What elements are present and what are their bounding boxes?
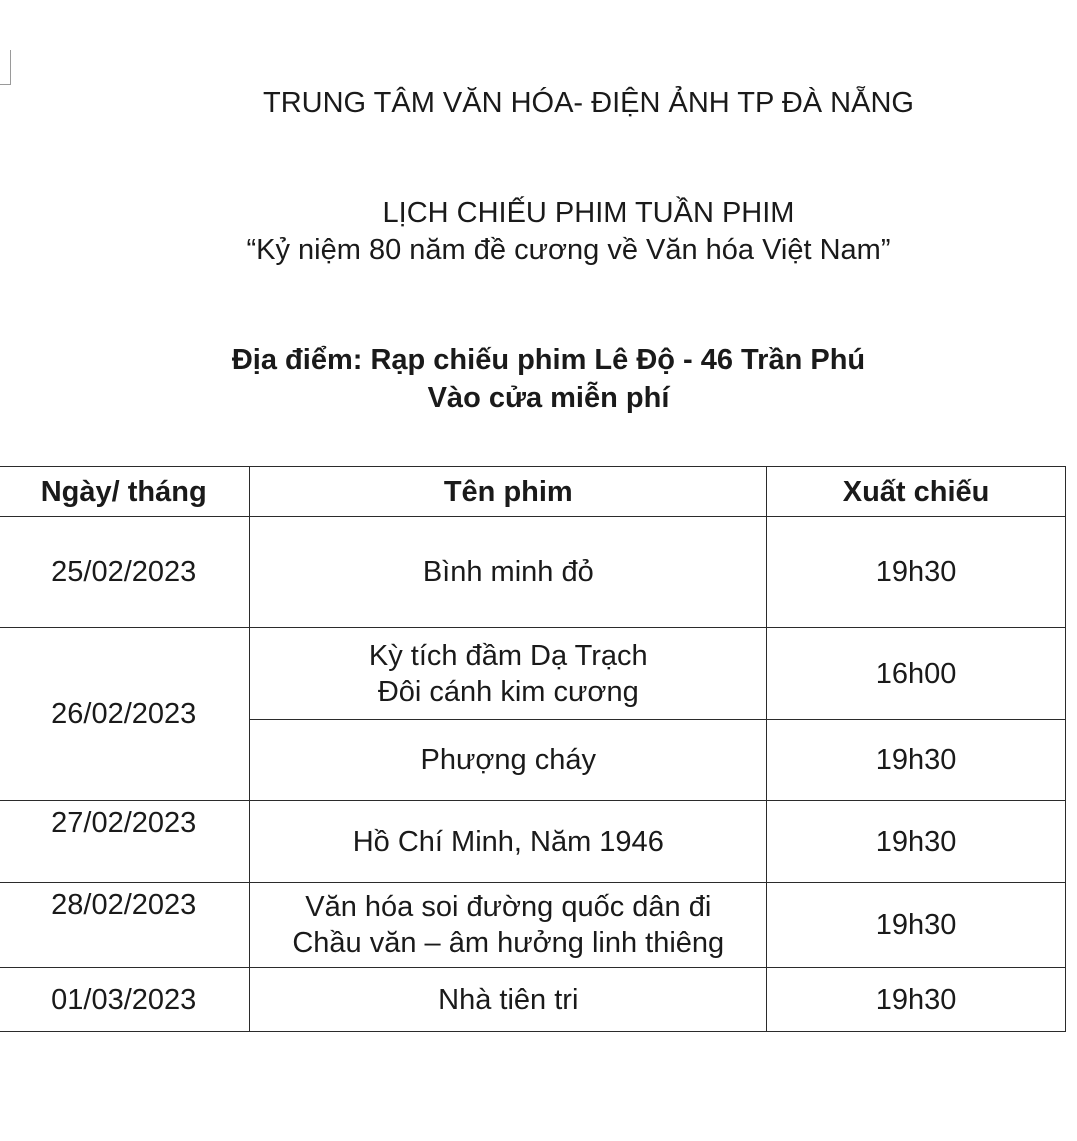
column-header-date: Ngày/ tháng (0, 467, 250, 517)
venue-line: Địa điểm: Rạp chiếu phim Lê Độ - 46 Trần Phú (231, 344, 866, 376)
film-title: Nhà tiên tri (438, 983, 579, 1016)
table-row (0, 517, 1066, 628)
film-cell (250, 883, 767, 968)
time-cell: 19h30 (767, 883, 1066, 968)
table-row (0, 883, 1066, 968)
film-title: Kỳ tích đầm Dạ Trạch (368, 639, 648, 672)
date-cell: 27/02/2023 (0, 801, 250, 883)
film-cell (250, 517, 767, 628)
film-title: Đôi cánh kim cương (377, 675, 639, 708)
film-title: Hồ Chí Minh, Năm 1946 (352, 825, 664, 858)
film-cell (250, 968, 767, 1032)
table-row (0, 801, 1066, 883)
time-cell: 19h30 (767, 720, 1066, 801)
film-title: Phượng cháy (420, 744, 597, 776)
organization-name: TRUNG TÂM VĂN HÓA- ĐIỆN ẢNH TP ĐÀ NẴNG (263, 87, 914, 119)
film-title: Bình minh đỏ (422, 556, 594, 588)
column-header-time: Xuất chiếu (767, 467, 1066, 517)
time-cell: 19h30 (767, 801, 1066, 883)
table-row (0, 968, 1066, 1032)
film-title: Chầu văn – âm hưởng linh thiêng (292, 927, 725, 959)
schedule-title: LỊCH CHIẾU PHIM TUẦN PHIM (382, 197, 795, 229)
page-corner-mark (0, 50, 11, 85)
time-cell: 16h00 (767, 628, 1066, 720)
date-cell: 28/02/2023 (0, 883, 250, 968)
table-header-row (0, 467, 1066, 517)
film-cell (250, 720, 767, 801)
date-cell: 25/02/2023 (0, 517, 250, 628)
time-cell: 19h30 (767, 968, 1066, 1032)
column-header-film: Tên phim (250, 467, 767, 517)
film-cell (250, 801, 767, 883)
schedule-subtitle: “Kỷ niệm 80 năm đề cương về Văn hóa Việt Nam” (246, 234, 891, 266)
admission-line: Vào cửa miễn phí (427, 382, 670, 414)
film-title: Văn hóa soi đường quốc dân đi (305, 891, 712, 923)
screening-schedule-table (0, 466, 1066, 1032)
date-cell: 26/02/2023 (0, 628, 250, 801)
time-cell: 19h30 (767, 517, 1066, 628)
film-cell (250, 628, 767, 720)
date-cell: 01/03/2023 (0, 968, 250, 1032)
table-row (0, 628, 1066, 720)
